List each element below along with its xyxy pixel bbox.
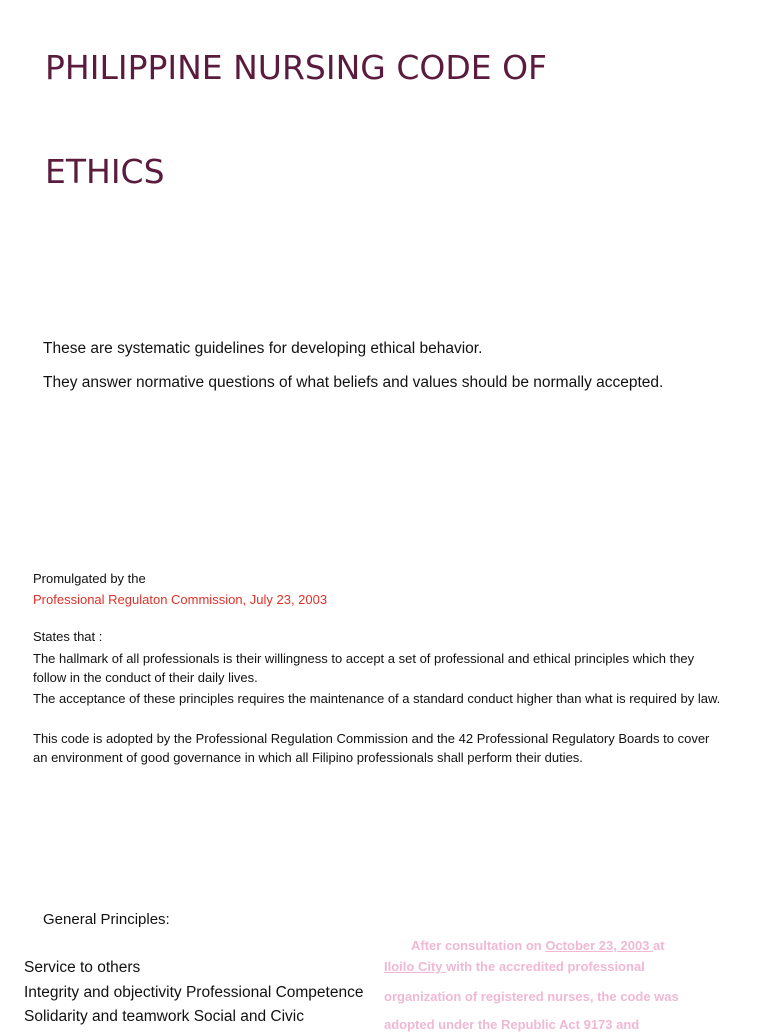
- side-note-line-2-text: with the accredited professional: [446, 959, 645, 974]
- general-principles-heading: General Principles:: [43, 911, 170, 928]
- side-note-line-3: organization of registered nurses, the code was: [384, 989, 679, 1004]
- statement-paragraph-1: The hallmark of all professionals is their willingness to accept a set of professional and ethical principles which they follow in the conduct of their daily lives.: [33, 651, 695, 685]
- states-that-label: States that :: [33, 629, 103, 644]
- intro-line-2: They answer normative questions of what beliefs and values should be normally accepted.: [43, 374, 664, 391]
- intro-line-1: These are systematic guidelines for developing ethical behavior.: [43, 340, 483, 357]
- promulgated-label: Promulgated by the: [33, 571, 146, 586]
- principle-item-3: Solidarity and teamwork Social and Civic: [24, 1008, 304, 1025]
- principle-item-1: Service to others: [24, 959, 141, 976]
- side-note-prefix: After consultation on: [411, 938, 546, 953]
- principle-item-2: Integrity and objectivity Professional Competence: [24, 984, 364, 1001]
- side-note-line-2: [384, 959, 645, 974]
- statement-paragraph-3: This code is adopted by the Professional Regulation Commission and the 42 Professional Regulatory Boards to cover an environment of good governance in which all Filipino professionals shall perform their duties.: [33, 731, 710, 765]
- side-note-suffix: at: [653, 938, 665, 953]
- side-note-date-link[interactable]: October 23, 2003: [545, 938, 654, 953]
- page-title-line1: PHILIPPINE NURSING CODE OF: [45, 48, 548, 87]
- side-note-city-link[interactable]: Iloilo City: [384, 959, 447, 974]
- promulgation-source: Professional Regulaton Commission, July 23, 2003: [33, 592, 328, 607]
- page-title-line2: ETHICS: [45, 152, 165, 191]
- side-note-line-4: adopted under the Republic Act 9173 and: [384, 1017, 640, 1032]
- side-note-line-1: [411, 938, 665, 953]
- statement-paragraph-2: The acceptance of these principles requires the maintenance of a standard conduct higher than what is required by law.: [33, 691, 721, 706]
